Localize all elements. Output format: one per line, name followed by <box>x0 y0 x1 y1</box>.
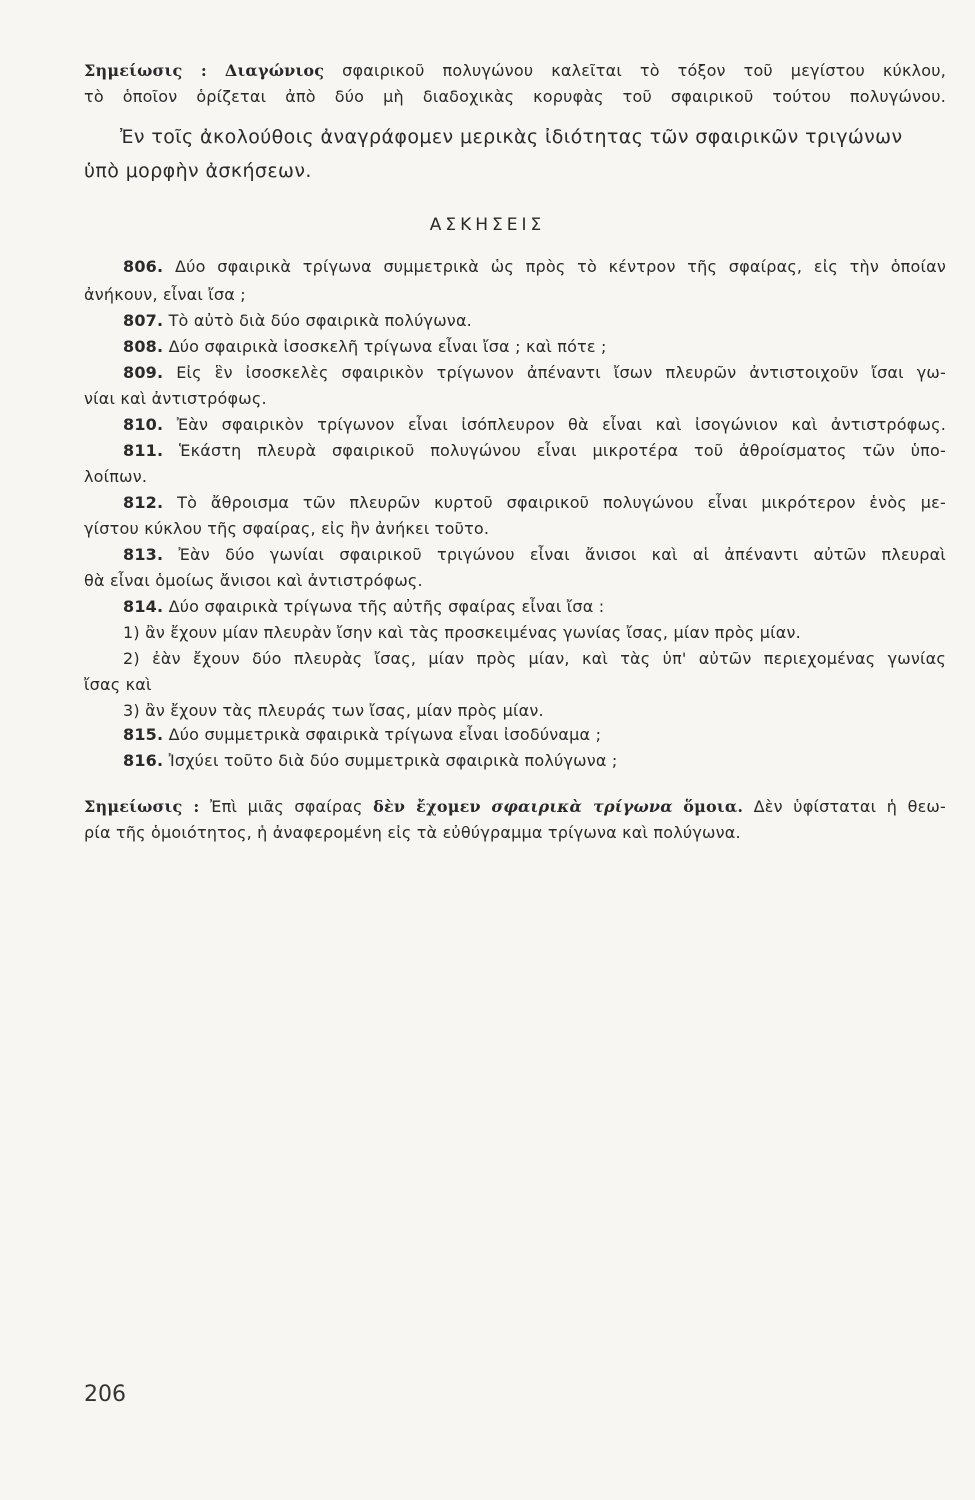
exercise-812-line2: γίστου κύκλου τῆς σφαίρας, εἰς ἣν ἀνήκει τοῦτο. <box>84 519 490 538</box>
exercise-814 <box>123 596 946 618</box>
exercise-813-line1 <box>123 544 946 566</box>
exercise-number: 812. <box>123 493 164 512</box>
note1-term: Διαγώνιος <box>224 61 325 80</box>
section-heading: ΑΣΚΗΣΕΙΣ <box>429 215 546 235</box>
page-number: 206 <box>84 1382 126 1407</box>
case-2-line2: ἴσας καὶ <box>84 675 152 694</box>
case-2-line1: 2) ἐὰν ἔχουν δύο πλευρὰς ἴσας, μίαν πρὸς μίαν, καὶ τὰς ὑπ' αὐτῶν περιεχομένας γωνίας <box>123 649 946 668</box>
exercise-816 <box>123 750 946 772</box>
case-3: 3) ἂν ἔχουν τὰς πλευράς των ἴσας, μίαν πρὸς μίαν. <box>123 701 544 720</box>
exercise-text: Ἰσχύει τοῦτο διὰ δύο συμμετρικὰ σφαιρικὰ πολύγωνα ; <box>168 751 618 770</box>
exercise-number: 807. <box>123 311 164 330</box>
exercise-806-line1 <box>123 256 946 278</box>
exercise-text: Ἐὰν σφαιρικὸν τρίγωνον εἶναι ἰσόπλευρον θὰ εἶναι καὶ ἰσογώνιον καὶ ἀντιστρόφως. <box>176 415 946 434</box>
exercise-808 <box>123 336 946 358</box>
exercise-number: 814. <box>123 597 164 616</box>
note2-emph2: σφαιρικὰ τρίγωνα <box>491 797 673 816</box>
exercise-number: 815. <box>123 725 164 744</box>
exercise-number: 806. <box>123 257 164 276</box>
note2-emph1: δὲν ἔχομεν <box>373 797 481 816</box>
exercise-812-line1 <box>123 492 946 514</box>
exercise-text: Ἐὰν δύο γωνίαι σφαιρικοῦ τριγώνου εἶναι ἄνισοι καὶ αἱ ἀπέναντι αὐτῶν πλευραὶ <box>178 545 946 564</box>
note1-line2: τὸ ὁποῖον ὁρίζεται ἀπὸ δύο μὴ διαδοχικὰς κορυφὰς τοῦ σφαιρικοῦ τούτου πολυγώνου. <box>84 87 946 106</box>
note2-emph3: ὅμοια. <box>683 797 744 816</box>
note2-post: Δὲν ὑφίσταται ἡ θεω- <box>743 797 947 816</box>
exercise-text: Δύο σφαιρικὰ τρίγωνα τῆς αὐτῆς σφαίρας εἶναι ἴσα : <box>168 597 605 616</box>
note1-line1-text: σφαιρικοῦ πολυγώνου καλεῖται τὸ τόξον τοῦ μεγίστου κύκλου, <box>324 61 946 80</box>
exercise-text: Τὸ ἄθροισμα τῶν πλευρῶν κυρτοῦ σφαιρικοῦ πολυγώνου εἶναι μικρότερον ἑνὸς με- <box>177 493 946 512</box>
exercise-text: Δύο συμμετρικὰ σφαιρικὰ τρίγωνα εἶναι ἰσοδύναμα ; <box>168 725 602 744</box>
exercise-number: 813. <box>123 545 164 564</box>
exercise-text: Εἰς ἓν ἰσοσκελὲς σφαιρικὸν τρίγωνον ἀπέναντι ἴσων πλευρῶν ἀντιστοιχοῦν ἴσαι γω- <box>176 363 946 382</box>
exercise-number: 808. <box>123 337 164 356</box>
intro-line1: Ἐν τοῖς ἀκολούθοις ἀναγράφομεν μερικὰς ἰδιότητας τῶν σφαιρικῶν τριγώνων <box>120 126 903 148</box>
exercise-806-line2: ἀνήκουν, εἶναι ἴσα ; <box>84 285 246 304</box>
exercise-text: Δύο σφαιρικὰ τρίγωνα συμμετρικὰ ὡς πρὸς τὸ κέντρον τῆς σφαίρας, εἰς τὴν ὁποίαν <box>175 257 946 276</box>
exercise-text: Τὸ αὐτὸ διὰ δύο σφαιρικὰ πολύγωνα. <box>168 311 472 330</box>
exercise-811-line1 <box>123 440 946 462</box>
exercise-807 <box>123 310 946 332</box>
note2-pre: Ἐπὶ μιᾶς σφαίρας <box>199 797 374 816</box>
exercise-813-line2: θὰ εἶναι ὁμοίως ἄνισοι καὶ ἀντιστρόφως. <box>84 571 423 590</box>
exercise-number: 816. <box>123 751 164 770</box>
exercise-number: 811. <box>123 441 164 460</box>
note2-line1 <box>84 796 946 818</box>
note2-line2: ρία τῆς ὁμοιότητος, ἡ ἀναφερομένη εἰς τὰ εὐθύγραμμα τρίγωνα καὶ πολύγωνα. <box>84 823 741 842</box>
case-1: 1) ἂν ἔχουν μίαν πλευρὰν ἴσην καὶ τὰς προσκειμένας γωνίας ἴσας, μίαν πρὸς μίαν. <box>123 623 801 642</box>
exercise-text: Ἑκάστη πλευρὰ σφαιρικοῦ πολυγώνου εἶναι μικροτέρα τοῦ ἀθροίσματος τῶν ὑπο- <box>179 441 946 460</box>
exercise-809-line1 <box>123 362 946 384</box>
exercise-809-line2: νίαι καὶ ἀντιστρόφως. <box>84 389 267 408</box>
note2-label: Σημείωσις : <box>84 797 200 816</box>
intro-line2: ὑπὸ μορφὴν ἀσκήσεων. <box>84 160 312 182</box>
exercise-811-line2: λοίπων. <box>84 467 148 486</box>
exercise-text: Δύο σφαιρικὰ ἰσοσκελῆ τρίγωνα εἶναι ἴσα ; καὶ πότε ; <box>168 337 607 356</box>
exercise-number: 810. <box>123 415 164 434</box>
note1-label: Σημείωσις : <box>84 61 207 80</box>
note1-line1 <box>84 60 946 82</box>
exercise-815 <box>123 724 946 746</box>
exercise-number: 809. <box>123 363 164 382</box>
exercise-810 <box>123 414 946 436</box>
